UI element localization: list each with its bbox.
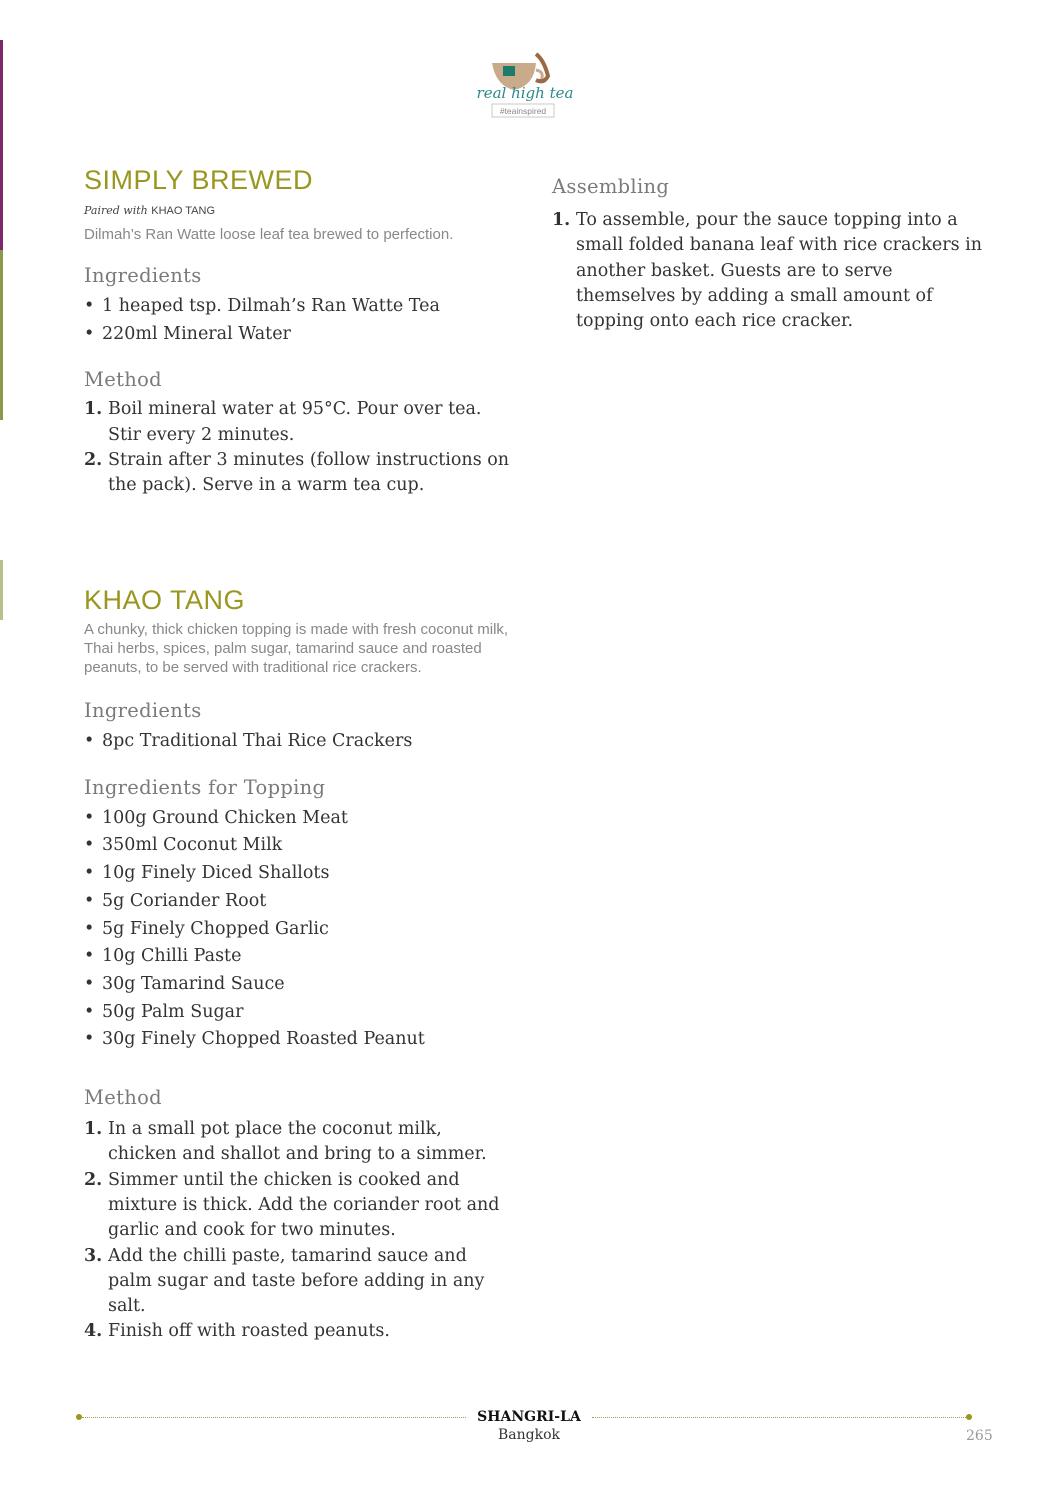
step-item — [84, 1117, 514, 1168]
svg-text:real high tea: real high tea — [476, 84, 574, 102]
step-text: In a small pot place the coconut milk, chicken and shallot and bring to a simmer. — [108, 1119, 487, 1165]
list-item: • 5g Coriander Root — [84, 888, 524, 916]
topping-heading: Ingredients for Topping — [84, 775, 326, 799]
page-edge-strip — [0, 560, 3, 620]
method-list — [84, 397, 514, 498]
ingredients-heading: Ingredients — [84, 264, 202, 287]
list-item: • 220ml Mineral Water — [84, 321, 534, 349]
ingredients-list — [84, 293, 534, 348]
ingredients-list — [84, 728, 524, 756]
ingredients-heading: Ingredients — [84, 699, 202, 722]
assembling-heading: Assembling — [552, 175, 670, 198]
recipe-title: KHAO TANG — [84, 585, 246, 615]
tea-cup-logo-icon — [470, 50, 580, 122]
assembling-list — [552, 208, 982, 334]
recipe-title: SIMPLY BREWED — [84, 165, 314, 195]
step-number: 2. — [84, 450, 103, 470]
step-text: Strain after 3 minutes (follow instructions on the pack). Serve in a warm tea cup. — [108, 450, 510, 496]
list-item: • 1 heaped tsp. Dilmah’s Ran Watte Tea — [84, 293, 534, 321]
list-item: • 50g Palm Sugar — [84, 999, 524, 1027]
simply-brewed-section — [84, 165, 534, 499]
step-item — [84, 1168, 514, 1244]
step-text: Add the chilli paste, tamarind sauce and palm sugar and taste before adding in any salt. — [108, 1245, 485, 1317]
step-number: 4. — [84, 1321, 103, 1342]
step-text: Boil mineral water at 95°C. Pour over tea. Stir every 2 minutes. — [108, 399, 482, 445]
page-edge-strip — [0, 40, 3, 250]
topping-list — [84, 805, 524, 1054]
method-heading: Method — [84, 368, 162, 392]
paired-with: Paired with KHAO TANG — [84, 204, 216, 217]
list-item: • 100g Ground Chicken Meat — [84, 805, 524, 833]
page-edge-strip — [0, 250, 3, 420]
footer-rule — [82, 1417, 466, 1418]
step-text: Simmer until the chicken is cooked and mixture is thick. Add the coriander root and garlic and cook for two minutes. — [108, 1169, 500, 1241]
list-item: • 10g Chilli Paste — [84, 943, 524, 971]
assembling-section — [552, 175, 992, 334]
list-item: • 8pc Traditional Thai Rice Crackers — [84, 728, 524, 756]
list-item: • 5g Finely Chopped Garlic — [84, 916, 524, 944]
step-number: 2. — [84, 1169, 103, 1190]
khao-tang-section — [84, 585, 524, 1345]
recipe-description: A chunky, thick chicken topping is made with fresh coconut milk, Thai herbs, spices, palm sugar, tamarind sauce and roasted peanuts, to be served with traditional rice crackers. — [84, 621, 509, 676]
hotel-name: SHANGRI-LA — [477, 1409, 581, 1425]
step-item — [84, 397, 514, 448]
step-number: 1. — [84, 399, 103, 420]
page-number: 265 — [966, 1428, 993, 1444]
footer — [76, 1408, 993, 1448]
list-item: • 10g Finely Diced Shallots — [84, 860, 524, 888]
list-item: • 30g Finely Chopped Roasted Peanut — [84, 1026, 524, 1054]
step-number: 1. — [84, 1119, 103, 1140]
footer-dot — [966, 1414, 972, 1420]
step-text: To assemble, pour the sauce topping into a small folded banana leaf with rice crackers in another basket. Guests are to serve themselves by adding a small amount of topping onto each rice cracker. — [576, 210, 982, 332]
step-item — [84, 1244, 514, 1320]
step-item — [84, 1319, 514, 1344]
city-name: Bangkok — [497, 1427, 560, 1443]
method-list — [84, 1117, 514, 1345]
recipe-description: Dilmah’s Ran Watte loose leaf tea brewed to perfection. — [84, 226, 454, 243]
step-text: Finish off with roasted peanuts. — [108, 1321, 390, 1342]
footer-rule — [592, 1417, 966, 1418]
real-high-tea-logo — [470, 50, 580, 122]
list-item: • 30g Tamarind Sauce — [84, 971, 524, 999]
svg-text:#teainspired: #teainspired — [499, 106, 547, 116]
step-number: 3. — [84, 1245, 103, 1266]
step-number: 1. — [552, 210, 571, 230]
list-item: • 350ml Coconut Milk — [84, 832, 524, 860]
method-heading: Method — [84, 1086, 162, 1110]
step-item — [552, 208, 982, 334]
step-item — [84, 448, 514, 499]
